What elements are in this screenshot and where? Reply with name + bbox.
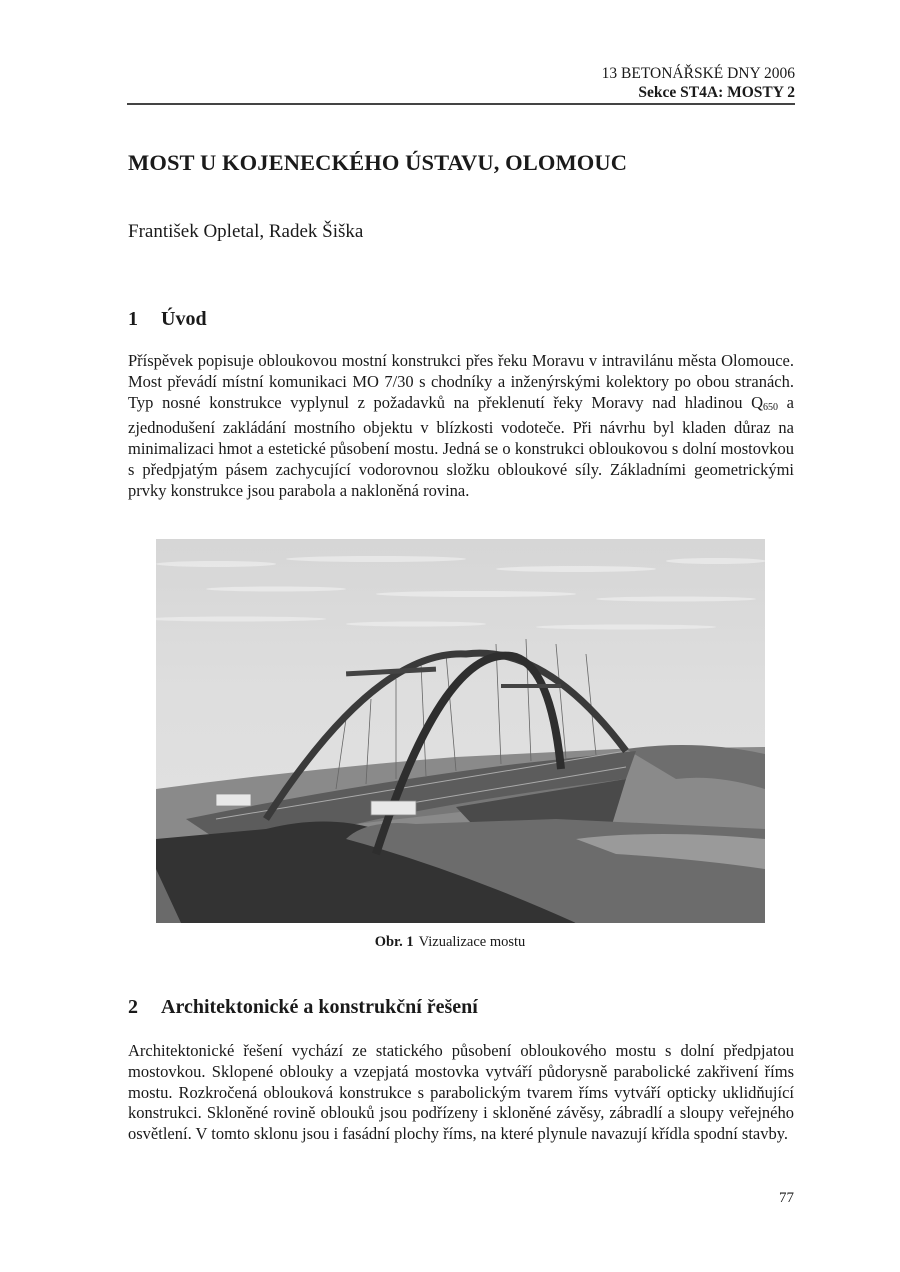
section-heading-1 <box>128 308 207 331</box>
header-rule <box>127 103 795 105</box>
section-1-paragraph <box>128 351 794 502</box>
section-number: 1 <box>128 308 138 330</box>
section-name: Sekce ST4A: MOSTY 2 <box>638 84 795 101</box>
conference-name: 13 BETONÁŘSKÉ DNY 2006 <box>601 65 795 82</box>
paragraph-text: a zjednodušení zakládání mostního objektu v blízkosti vodoteče. Při návrhu byl kladen důraz na minimalizaci hmot a estetické působení mostu. Jedná se o konstrukci obloukovou s dolní mostovkou s předpjatým pásem zachycující vodorovnou složku obloukové síly. Základními geometrickými prvky konstrukce jsou parabola a nakloněná rovina. <box>128 392 794 500</box>
section-title: Architektonické a konstrukční řešení <box>161 996 478 1018</box>
section-2-paragraph: Architektonické řešení vychází ze statického působení obloukového mostu s dolní předpjatou mostovkou. Sklopené oblouky a vzepjatá mostovka vytváří půdorysně parabolické zakřivení říms mostu. Rozkročená oblouková konstrukce s parabolickým tvarem říms vytváří opticky uklidňující konstrukci. Skloněné rovině oblouků jsou podřízeny i skloněné závěsy, zábradlí a sloupy veřejného osvětlení. V tomto sklonu jsou i fasádní plochy říms, na které plynule navazují křídla spodní stavby. <box>128 1041 794 1144</box>
paragraph-text: Příspěvek popisuje obloukovou mostní konstrukci přes řeku Moravu v intravilánu města Olomouce. Most převádí místní komunikaci MO 7/30 s chodníky a inženýrskými kolektory po obou stranách. Typ nosné konstrukce vyplynul z požadavků na překlenutí řeky Moravy nad hladinou Q <box>128 351 794 412</box>
balcony <box>216 794 251 806</box>
section-number: 2 <box>128 996 138 1018</box>
section-title: Úvod <box>161 308 207 330</box>
section-heading-2 <box>128 996 478 1019</box>
bridge-visualization-figure <box>156 539 765 923</box>
running-header <box>127 64 795 102</box>
arch-bracing <box>501 684 561 688</box>
subscript: 650 <box>763 401 779 413</box>
paper-title: MOST U KOJENECKÉHO ÚSTAVU, OLOMOUC <box>128 150 628 175</box>
figure-caption-text: Vizualizace mostu <box>418 934 526 950</box>
figure-label: Obr. 1 <box>374 934 414 950</box>
balcony <box>371 801 416 815</box>
figure-caption <box>0 934 900 951</box>
bridge-rendering <box>156 539 765 923</box>
authors: František Opletal, Radek Šiška <box>128 221 364 242</box>
page-number: 77 <box>779 1190 794 1206</box>
